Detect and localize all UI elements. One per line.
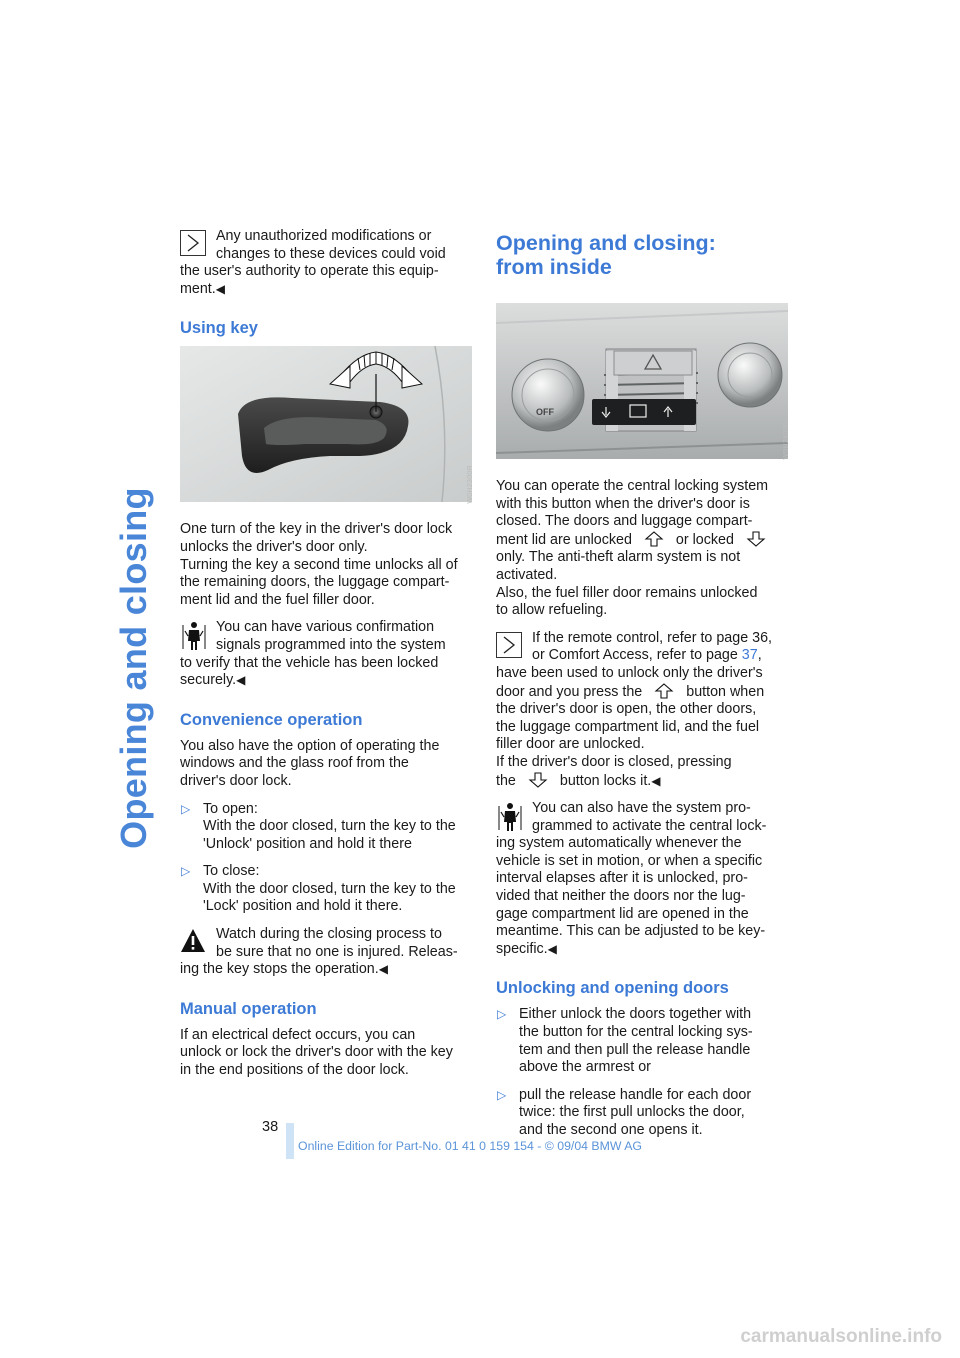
doors-list [496,1006,788,1139]
central-locking-panel-figure [496,303,788,464]
bullet-triangle-icon: ▷ [181,864,191,879]
list-item: ▷ pull the release handle for each door twice: the first pull unlocks the door, and the second one opens it. [497,1086,752,1138]
list-item: ▷ To open: With the door closed, turn the key to the 'Unlock' position and hold it there [181,800,456,852]
convenience-intro: You also have the option of operating the windows and the glass roof from the driver's door lock. [180,737,440,789]
figure-code: W0H2300R [467,464,474,504]
end-marker: ◀ [651,773,661,788]
warning-triangle-icon [180,928,206,954]
right-column [496,228,788,1150]
key-paragraph-1: One turn of the key in the driver's door lock unlocks the driver's door only. Turning the key a second time unlocks all of the remaining doors, the luggage compart- ment lid and the fuel filler door. [180,521,458,608]
online-edition-footer: Online Edition for Part-No. 01 41 0 159 154 - © 09/04 BMW AG [298,1139,642,1153]
section-side-title [112,228,156,1108]
figure-code: W0H2400R [783,421,790,460]
lock-arrow-icon [746,531,766,547]
bullet-triangle-icon: ▷ [497,1007,507,1022]
left-column [180,228,472,1090]
end-marker: ◀ [236,673,246,688]
page-37-link[interactable]: 37 [741,647,758,664]
bullet-triangle-icon: ▷ [497,1087,507,1102]
person-service-icon [182,621,206,651]
note-modifications: Any unauthorized modifications or changes to these devices could void the user's authority to operate this equip- ment.◀ [180,228,446,297]
heading-convenience-operation: Convenience operation [180,710,363,729]
end-marker: ◀ [378,962,388,977]
door-lock-figure [180,346,472,507]
note-confirmation-signals: You can have various confirmation signals programmed into the system to verify that the vehicle has been locked securely.◀ [180,619,446,689]
bullet-triangle-icon: ▷ [181,801,191,816]
page-number: 38 [262,1119,279,1135]
note-remote-control: If the remote control, refer to page 36, or Comfort Access, refer to page 37, have been used to unlock only the driver's door and you press the button when the driver's door is open, the other doors, the luggage compartment lid, and the fuel filler door are unlocked. If the driver's door is closed, pressing the button locks it.◀ [496,629,773,789]
knob-off-label: OFF [536,407,554,417]
list-item: ▷ To close: With the door closed, turn the key to the 'Lock' position and hold it there. [181,863,456,915]
arrow-note-icon [180,230,206,256]
lock-arrow-icon [528,772,548,788]
section-title-text: Opening and closing [113,487,154,849]
convenience-list [180,801,472,917]
end-marker: ◀ [547,941,557,956]
list-item: ▷ Either unlock the doors together with the button for the central locking sys- tem and then pull the release handle above the armrest or [497,1006,753,1076]
heading-manual-operation: Manual operation [180,999,317,1018]
end-marker: ◀ [215,281,225,296]
note-automatic-locking: You can also have the system pro- grammed to activate the central lock- ing system automatically whenever the vehicle is set in motion, or when a specific interval elapses after it is unlocked, pro- vided that neither the doors nor the lug- gage compartment lid are opened in the meantime. This can be adjusted to be key- specific.◀ [496,800,767,957]
unlock-arrow-icon [654,683,674,699]
unlock-arrow-icon [644,531,664,547]
manual-paragraph: If an electrical defect occurs, you can unlock or lock the driver's door with the key in the end positions of the door lock. [180,1026,453,1079]
person-service-icon [498,802,522,832]
heading-using-key: Using key [180,319,258,338]
watermark: carmanualsonline.info [740,1326,942,1347]
heading-opening-closing-inside: Opening and closing: from inside [496,231,716,279]
footer-bar [286,1123,294,1159]
arrow-note-icon [496,632,522,658]
central-locking-paragraph: You can operate the central locking system with this button when the driver's door is closed. The doors and luggage compart- ment lid are unlocked or locked only. The anti-theft alarm system is not activated. Also, the fuel filler door remains unlocked to allow refueling. [496,478,769,619]
heading-unlocking-opening-doors: Unlocking and opening doors [496,979,729,998]
warning-closing-process: Watch during the closing process to be sure that no one is injured. Releas- ing the key stops the operation.◀ [180,926,458,978]
